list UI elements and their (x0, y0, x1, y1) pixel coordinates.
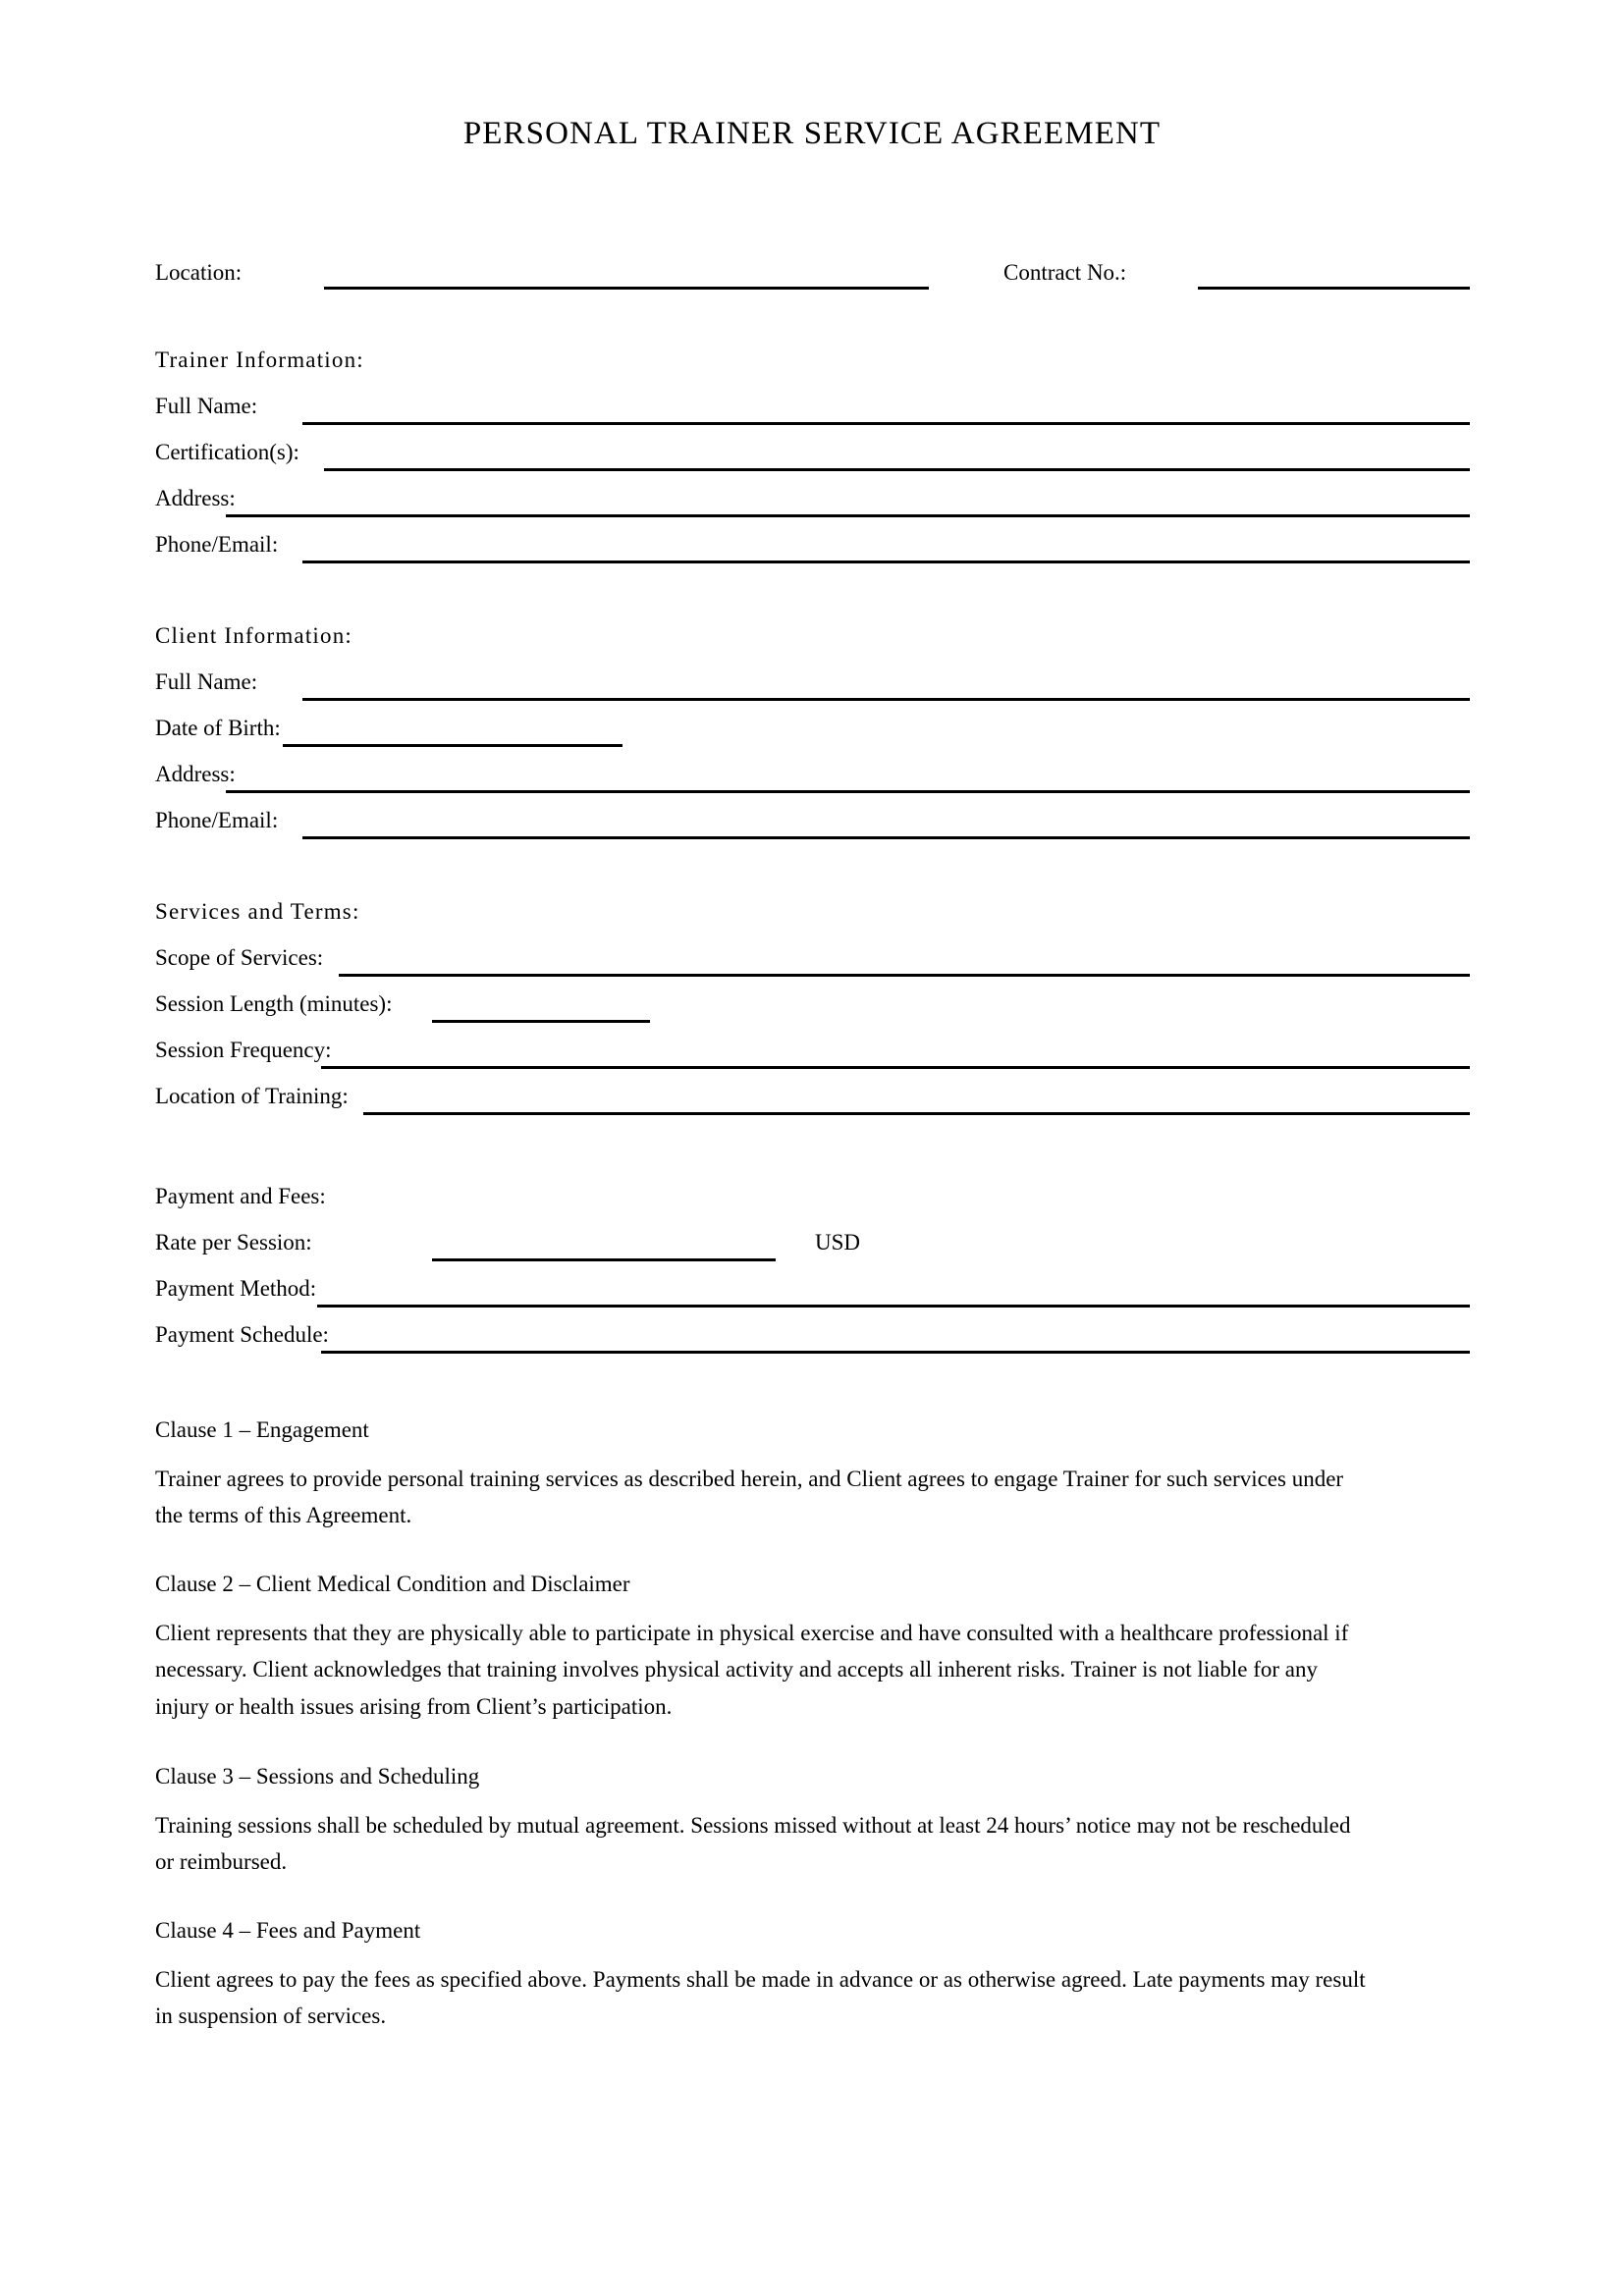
clause-1 (155, 1418, 1373, 1534)
scope-of-services-label: Scope of Services: (155, 945, 324, 970)
trainer-full-name-input-rule[interactable] (302, 422, 1470, 425)
trainer-information-heading: Trainer Information: (155, 347, 364, 372)
client-address-input-rule[interactable] (226, 790, 1470, 793)
clause-3-body: Training sessions shall be scheduled by mutual agreement. Sessions missed without at least 24 hours’ notice may not be rescheduled or reimbursed. (155, 1813, 1351, 1875)
location-of-training-label: Location of Training: (155, 1084, 349, 1108)
payment-method-label: Payment Method: (155, 1276, 317, 1301)
location-input-rule[interactable] (324, 287, 929, 290)
clause-1-title: Clause 1 – Engagement (155, 1417, 369, 1442)
trainer-certifications-input-rule[interactable] (324, 468, 1470, 471)
page-title: PERSONAL TRAINER SERVICE AGREEMENT (462, 116, 1162, 151)
session-frequency-input-rule[interactable] (321, 1066, 1470, 1069)
payment-schedule-label: Payment Schedule: (155, 1322, 329, 1347)
client-phone-email-input-rule[interactable] (302, 836, 1470, 839)
trainer-address-input-rule[interactable] (226, 514, 1470, 517)
clause-2-body: Client represents that they are physically able to participate in physical exercise and have consulted with a healthcare professional if necessary. Client acknowledges that training involves physical activity and accepts all inherent risks. Trainer is not liable for any injury or health issues arising from Client’s participation. (155, 1621, 1349, 1719)
clause-4-title: Clause 4 – Fees and Payment (155, 1918, 421, 1943)
clause-3-title: Clause 3 – Sessions and Scheduling (155, 1764, 480, 1789)
rate-per-session-input-rule[interactable] (432, 1258, 776, 1261)
payment-and-fees-heading: Payment and Fees: (155, 1184, 326, 1208)
rate-per-session-label: Rate per Session: (155, 1230, 312, 1255)
client-information-heading: Client Information: (155, 623, 353, 648)
clause-2 (155, 1573, 1373, 1725)
payment-schedule-input-rule[interactable] (321, 1351, 1470, 1354)
trainer-certifications-label: Certification(s): (155, 440, 299, 464)
client-full-name-input-rule[interactable] (302, 698, 1470, 701)
client-full-name-label: Full Name: (155, 669, 258, 694)
contract-no-label: Contract No.: (1003, 260, 1127, 285)
location-label: Location: (155, 260, 243, 285)
session-length-input-rule[interactable] (432, 1020, 650, 1023)
clause-2-title: Clause 2 – Client Medical Condition and Disclaimer (155, 1572, 630, 1596)
client-phone-email-label: Phone/Email: (155, 808, 279, 832)
trainer-phone-email-input-rule[interactable] (302, 561, 1470, 563)
contract-no-input-rule[interactable] (1198, 287, 1470, 290)
client-address-label: Address: (155, 762, 236, 786)
trainer-address-label: Address: (155, 486, 236, 510)
services-and-terms-heading: Services and Terms: (155, 899, 360, 924)
payment-method-input-rule[interactable] (317, 1305, 1470, 1308)
rate-currency-label: USD (815, 1230, 861, 1255)
session-frequency-label: Session Frequency: (155, 1038, 332, 1062)
clause-1-body: Trainer agrees to provide personal training services as described herein, and Client agrees to engage Trainer for such services under the terms of this Agreement. (155, 1467, 1344, 1528)
clause-4-body: Client agrees to pay the fees as specified above. Payments shall be made in advance or as otherwise agreed. Late payments may result in suspension of services. (155, 1967, 1366, 2029)
client-date-of-birth-input-rule[interactable] (283, 744, 623, 747)
clause-4 (155, 1919, 1373, 2035)
scope-of-services-input-rule[interactable] (339, 974, 1470, 977)
client-date-of-birth-label: Date of Birth: (155, 716, 281, 740)
trainer-full-name-label: Full Name: (155, 394, 258, 418)
trainer-phone-email-label: Phone/Email: (155, 532, 279, 557)
location-of-training-input-rule[interactable] (363, 1112, 1470, 1115)
session-length-label: Session Length (minutes): (155, 991, 393, 1016)
clause-3 (155, 1765, 1373, 1881)
